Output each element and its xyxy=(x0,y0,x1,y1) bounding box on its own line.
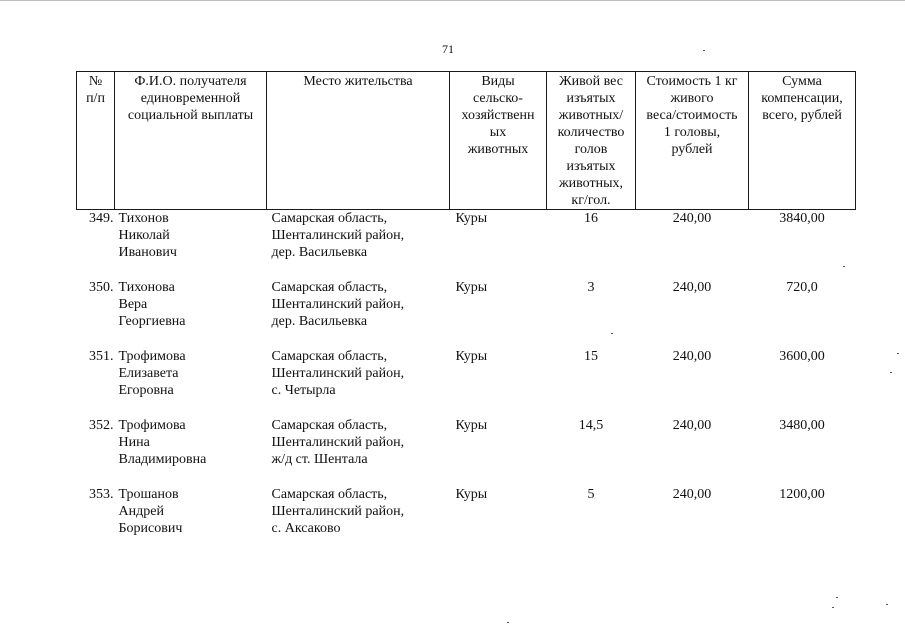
row-number: 352. xyxy=(89,417,114,433)
header-text-line: кг/гол. xyxy=(571,193,611,208)
residence-line: ж/д ст. Шентала xyxy=(271,451,368,467)
scan-speck xyxy=(890,372,892,373)
header-compensation-sum xyxy=(749,72,856,210)
residence-line: с. Аксаково xyxy=(271,520,341,536)
residence-line: Шенталинский район, xyxy=(271,296,405,312)
header-text-line: живого xyxy=(670,91,714,106)
recipient-name-line: Нина xyxy=(118,434,150,450)
header-text-line: сельско- xyxy=(473,91,523,106)
residence xyxy=(267,348,450,417)
header-text-line: всего, рублей xyxy=(762,108,842,123)
recipient-name-line: Елизавета xyxy=(118,365,179,381)
recipient-name-line: Трофимова xyxy=(118,417,186,433)
row-number: 353. xyxy=(89,486,114,502)
residence-line: Самарская область, xyxy=(271,486,388,502)
compensation-table xyxy=(76,71,856,558)
compensation-sum: 3480,00 xyxy=(779,417,825,433)
recipient-name xyxy=(115,279,267,348)
recipient-name-line: Трофимова xyxy=(118,348,186,364)
header-text-line: Стоимость 1 кг xyxy=(646,74,738,89)
page-number: 71 xyxy=(442,42,454,56)
animal-kind: Куры xyxy=(455,348,488,364)
scan-speck xyxy=(843,266,845,267)
price-per-kg: 240,00 xyxy=(672,486,712,502)
header-text-line: Ф.И.О. получателя xyxy=(134,74,247,89)
scan-speck xyxy=(836,597,838,598)
header-text-line: п/п xyxy=(86,91,105,106)
header-text-line: Место жительства xyxy=(303,74,413,89)
header-price-per-kg xyxy=(636,72,749,210)
live-weight: 5 xyxy=(587,486,595,502)
recipient-name-line: Георгиевна xyxy=(118,313,186,329)
header-text-line: рублей xyxy=(671,142,713,157)
header-text-line: единовременной xyxy=(140,91,241,106)
header-live-weight xyxy=(547,72,636,210)
scan-speck xyxy=(611,333,613,334)
row-number: 349. xyxy=(89,211,114,226)
recipient-name-line: Николай xyxy=(118,228,170,243)
header-text-line: ых xyxy=(489,125,507,140)
header-text-line: Сумма xyxy=(782,74,822,89)
recipient-name-line: Борисович xyxy=(118,520,183,536)
scan-speck xyxy=(886,604,888,605)
animal-kind: Куры xyxy=(455,211,488,226)
header-text-line: веса/стоимость xyxy=(646,108,738,123)
header-text-line: животных xyxy=(467,142,529,157)
residence-line: Самарская область, xyxy=(271,417,388,433)
compensation-sum: 1200,00 xyxy=(779,486,825,502)
header-text-line: 1 головы, xyxy=(663,125,721,140)
animal-kind: Куры xyxy=(455,279,488,295)
recipient-name-line: Трошанов xyxy=(118,486,179,502)
live-weight: 15 xyxy=(584,348,598,364)
price-per-kg: 240,00 xyxy=(672,279,712,295)
recipient-name-line: Иванович xyxy=(118,245,177,260)
compensation-sum: 3600,00 xyxy=(779,348,825,364)
live-weight: 3 xyxy=(587,279,595,295)
table-row xyxy=(77,210,856,279)
recipient-name-line: Егоровна xyxy=(118,382,174,398)
recipient-name xyxy=(115,486,267,558)
table-row xyxy=(77,486,856,558)
header-text-line: изъятых xyxy=(566,159,616,174)
table-row xyxy=(77,279,856,348)
table-row xyxy=(77,348,856,417)
live-weight: 14,5 xyxy=(578,417,604,433)
table-row xyxy=(77,417,856,486)
header-residence xyxy=(267,72,450,210)
compensation-sum: 720,0 xyxy=(786,279,818,295)
animal-kind: Куры xyxy=(455,486,488,502)
residence-line: Шенталинский район, xyxy=(271,434,405,450)
scan-speck xyxy=(832,607,834,608)
recipient-name-line: Андрей xyxy=(118,503,164,519)
residence-line: Шенталинский район, xyxy=(271,228,405,243)
header-text-line: № xyxy=(88,74,103,89)
header-text-line: изъятых xyxy=(566,91,616,106)
residence xyxy=(267,486,450,558)
residence xyxy=(267,210,450,279)
residence-line: Самарская область, xyxy=(271,279,388,295)
residence xyxy=(267,279,450,348)
scan-speck xyxy=(703,50,705,51)
header-animal-kind xyxy=(450,72,547,210)
live-weight: 16 xyxy=(584,211,598,226)
residence-line: с. Четырла xyxy=(271,382,336,398)
header-text-line: хозяйственн xyxy=(461,108,535,123)
residence-line: дер. Васильевка xyxy=(271,245,368,260)
price-per-kg: 240,00 xyxy=(672,348,712,364)
price-per-kg: 240,00 xyxy=(672,211,712,226)
scan-speck xyxy=(507,622,509,623)
header-text-line: компенсации, xyxy=(761,91,843,106)
residence-line: Шенталинский район, xyxy=(271,365,405,381)
header-row xyxy=(77,72,856,210)
header-text-line: количество xyxy=(557,125,625,140)
price-per-kg: 240,00 xyxy=(672,417,712,433)
header-text-line: социальной выплаты xyxy=(127,108,254,123)
table-header xyxy=(77,72,856,210)
recipient-name-line: Тихонов xyxy=(118,211,169,226)
recipient-name xyxy=(115,417,267,486)
residence-line: Самарская область, xyxy=(271,211,388,226)
header-number xyxy=(77,72,115,210)
table-body xyxy=(77,210,856,558)
recipient-name-line: Владимировна xyxy=(118,451,207,467)
recipient-name-line: Вера xyxy=(118,296,148,312)
header-text-line: Живой вес xyxy=(559,74,623,89)
header-text-line: голов xyxy=(574,142,608,157)
recipient-name xyxy=(115,210,267,279)
recipient-name-line: Тихонова xyxy=(118,279,175,295)
recipient-name xyxy=(115,348,267,417)
header-text-line: Виды xyxy=(481,74,515,89)
residence-line: Шенталинский район, xyxy=(271,503,405,519)
animal-kind: Куры xyxy=(455,417,488,433)
residence-line: дер. Васильевка xyxy=(271,313,368,329)
residence-line: Самарская область, xyxy=(271,348,388,364)
scan-speck xyxy=(897,353,899,354)
header-recipient-name xyxy=(115,72,267,210)
compensation-sum: 3840,00 xyxy=(779,211,825,226)
residence xyxy=(267,417,450,486)
row-number: 350. xyxy=(89,279,114,295)
header-text-line: животных, xyxy=(558,176,623,191)
header-text-line: животных/ xyxy=(558,108,624,123)
row-number: 351. xyxy=(89,348,114,364)
